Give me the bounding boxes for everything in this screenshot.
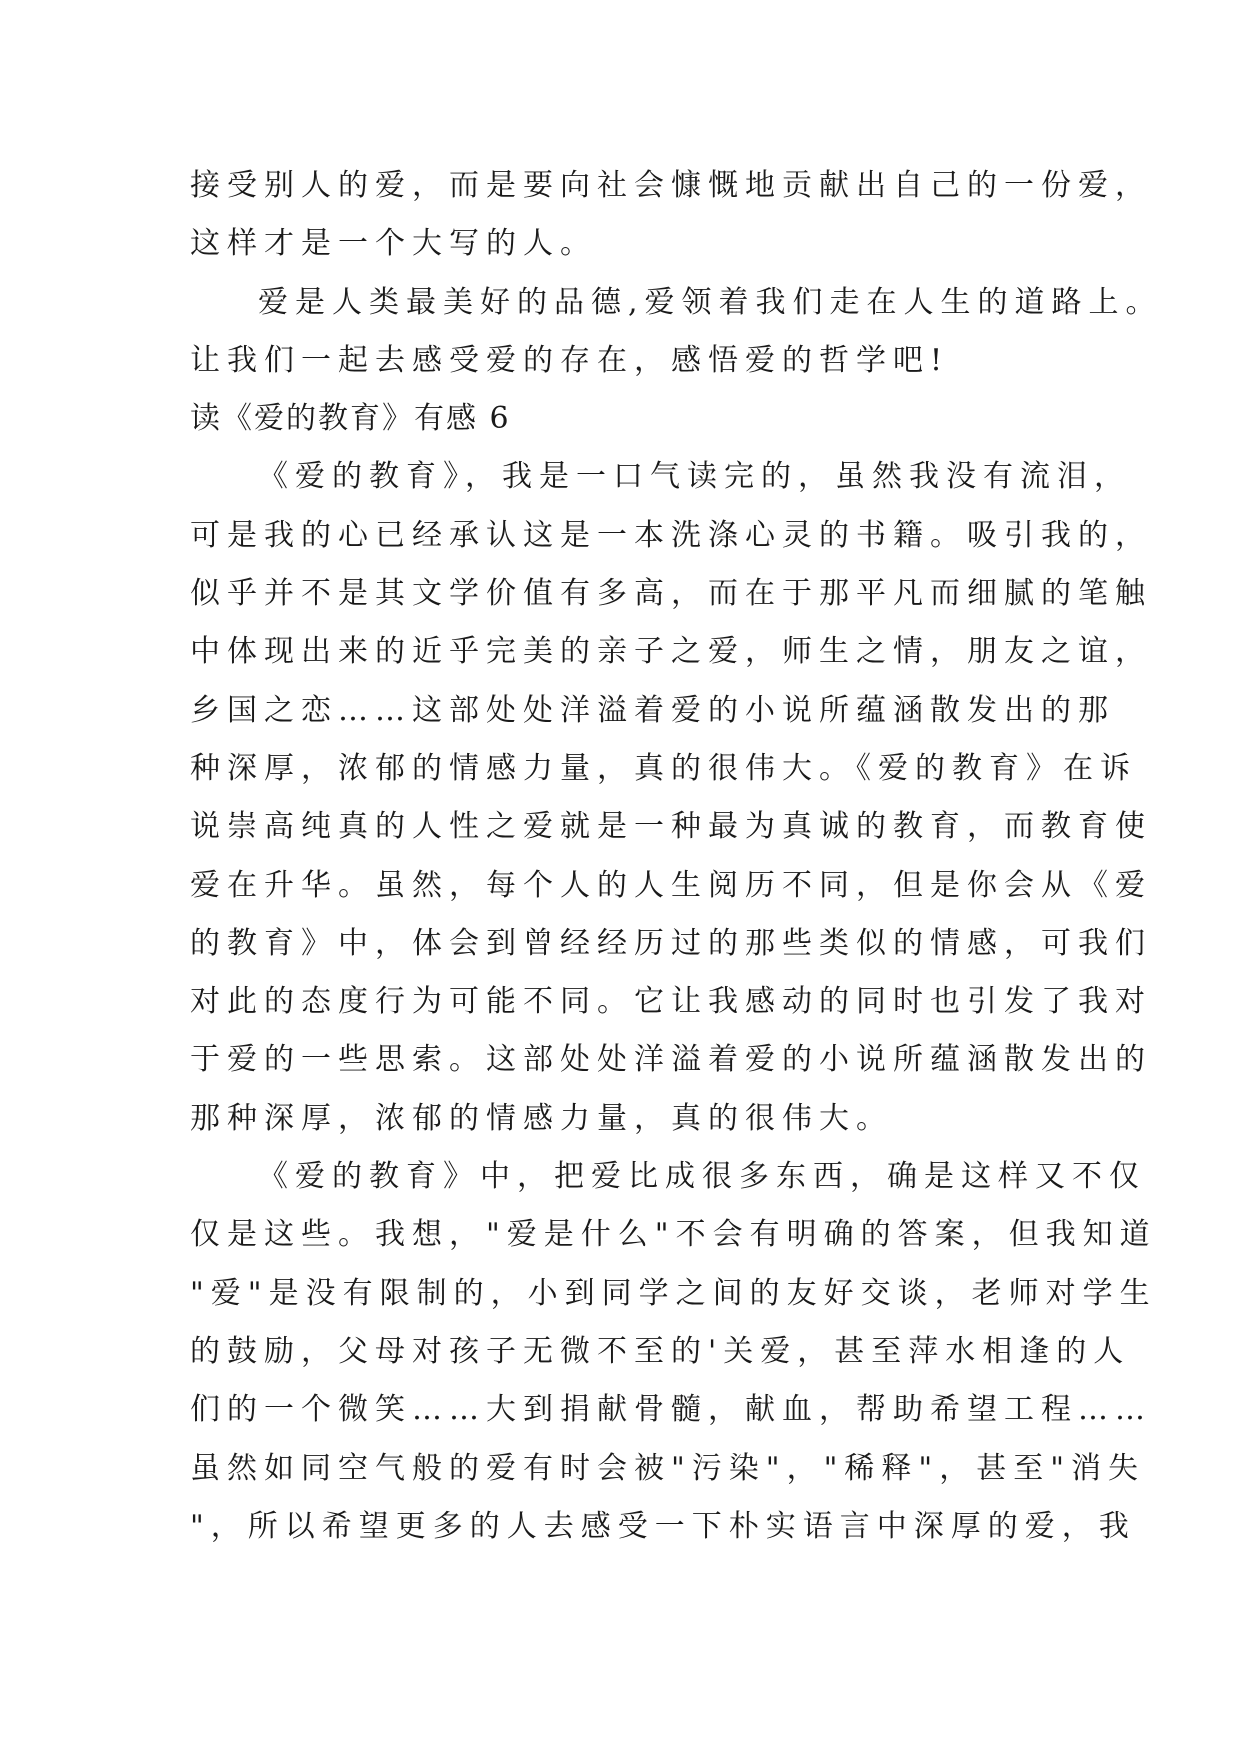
section-heading: 读《爱的教育》有感 6 [190, 401, 511, 437]
body-line: 那种深厚，浓郁的情感力量，真的很伟大。 [190, 1100, 893, 1136]
body-line: "，所以希望更多的人去感受一下朴实语言中深厚的爱，我 [190, 1508, 1136, 1544]
paragraph-first-line: 《爱的教育》中，把爱比成很多东西，确是这样又不仅 [258, 1159, 1146, 1195]
document-body [190, 157, 1163, 1556]
body-line: 仅是这些。我想，"爱是什么"不会有明确的答案，但我知道 [190, 1217, 1157, 1253]
body-line: 的鼓励，父母对孩子无微不至的'关爱，甚至萍水相逢的人 [190, 1333, 1131, 1369]
body-line: 中体现出来的近乎完美的亲子之爱，师生之情，朋友之谊， [190, 634, 1152, 670]
body-line: 说崇高纯真的人性之爱就是一种最为真诚的教育，而教育使 [190, 809, 1152, 845]
body-line: "爱"是没有限制的，小到同学之间的友好交谈，老师对学生 [190, 1275, 1157, 1311]
body-line: 乡国之恋……这部处处洋溢着爱的小说所蕴涵散发出的那 [190, 692, 1115, 728]
body-line: 于爱的一些思索。这部处处洋溢着爱的小说所蕴涵散发出的 [190, 1042, 1152, 1078]
body-line: 们的一个微笑……大到捐献骨髓，献血，帮助希望工程…… [190, 1392, 1152, 1428]
body-line: 爱在升华。虽然，每个人的人生阅历不同，但是你会从《爱 [190, 867, 1152, 903]
paragraph-first-line: 爱是人类最美好的品德,爱领着我们走在人生的道路上。 [258, 284, 1163, 320]
body-line: 这样才是一个大写的人。 [190, 226, 597, 262]
body-line: 可是我的心已经承认这是一本洗涤心灵的书籍。吸引我的， [190, 517, 1152, 553]
body-line: 让我们一起去感受爱的存在，感悟爱的哲学吧! [190, 342, 950, 378]
paragraph-first-line: 《爱的教育》，我是一口气读完的，虽然我没有流泪， [258, 459, 1131, 495]
body-line: 种深厚，浓郁的情感力量，真的很伟大。《爱的教育》在诉 [190, 750, 1137, 786]
body-line: 似乎并不是其文学价值有多高，而在于那平凡而细腻的笔触 [190, 576, 1152, 612]
body-line: 对此的态度行为可能不同。它让我感动的同时也引发了我对 [190, 984, 1152, 1020]
body-line: 虽然如同空气般的爱有时会被"污染"，"稀释"，甚至"消失 [190, 1450, 1145, 1486]
body-line: 的教育》中，体会到曾经经历过的那些类似的情感，可我们 [190, 925, 1152, 961]
body-line: 接受别人的爱，而是要向社会慷慨地贡献出自己的一份爱， [190, 168, 1152, 203]
